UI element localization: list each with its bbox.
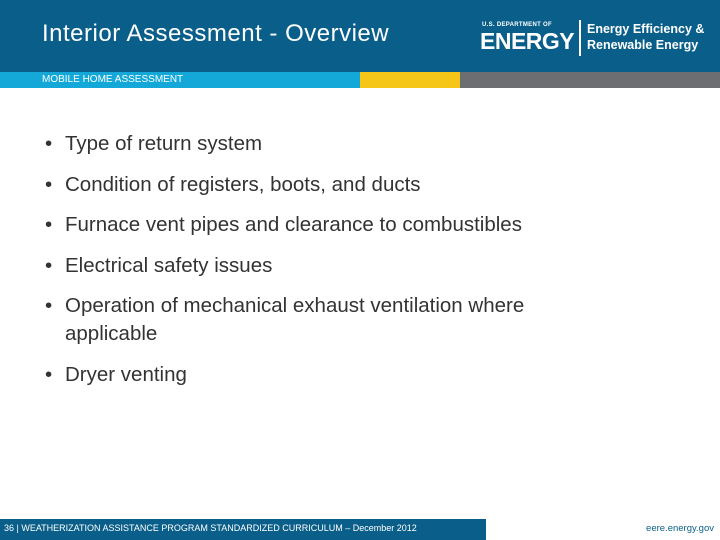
footer-bar <box>0 519 486 540</box>
bullet-item <box>45 292 565 348</box>
bullet-icon: • <box>45 172 53 196</box>
doe-eere-logo <box>480 20 712 56</box>
logo-agency-top: U.S. DEPARTMENT OF <box>482 22 552 28</box>
bullet-item <box>45 252 685 280</box>
bullet-item <box>45 130 685 158</box>
bullet-icon: • <box>45 213 53 236</box>
bullet-text: Condition of registers, boots, and ducts <box>65 172 421 196</box>
bullet-text: Type of return system <box>65 132 263 155</box>
bullet-icon: • <box>45 132 53 155</box>
accent-strip-gray <box>460 72 720 88</box>
bullet-text: Furnace vent pipes and clearance to combustibles <box>65 213 522 236</box>
bullet-icon: • <box>45 294 53 317</box>
slide-header <box>0 0 720 72</box>
footer-caption: 36 | WEATHERIZATION ASSISTANCE PROGRAM STANDARDIZED CURRICULUM – December 2012 <box>4 523 417 533</box>
bullet-icon: • <box>45 253 53 277</box>
slide-title: Interior Assessment - Overview <box>42 20 390 47</box>
bullet-item <box>45 211 685 239</box>
logo-office-line2: Renewable Energy <box>587 38 699 52</box>
bullet-text: Dryer venting <box>65 362 187 386</box>
footer-website: eere.energy.gov <box>646 523 714 534</box>
logo-office-line1: Energy Efficiency & <box>587 22 705 36</box>
logo-divider <box>579 20 581 56</box>
bullet-list <box>45 130 685 401</box>
bullet-item <box>45 171 685 199</box>
bullet-text: Electrical safety issues <box>65 253 273 277</box>
bullet-icon: • <box>45 362 53 386</box>
logo-agency-main: ENERGY <box>480 28 575 54</box>
bullet-text: Operation of mechanical exhaust ventilation where applicable <box>65 294 525 345</box>
section-subtitle: MOBILE HOME ASSESSMENT <box>42 74 184 85</box>
bullet-item <box>45 361 685 389</box>
accent-strip-yellow <box>360 72 460 88</box>
